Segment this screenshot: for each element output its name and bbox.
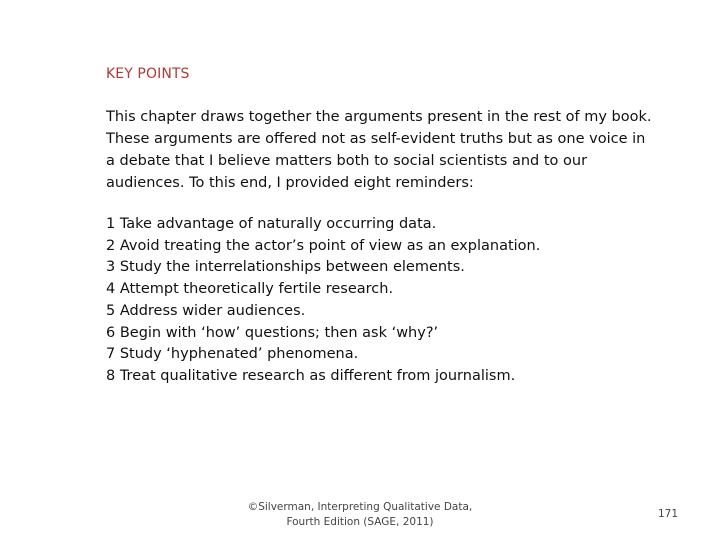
intro-line: These arguments are offered not as self-evident truths but as one voice in <box>106 131 646 147</box>
footer-citation <box>230 500 490 530</box>
section-heading: KEY POINTS <box>106 66 190 82</box>
reminders-list <box>106 214 666 388</box>
reminder-item-6: 6 Begin with ‘how’ questions; then ask ‘why?’ <box>106 324 439 341</box>
reminder-item-3: 3 Study the interrelationships between elements. <box>106 259 465 276</box>
reminder-item-4: 4 Attempt theoretically fertile research. <box>106 281 394 298</box>
intro-line: a debate that I believe matters both to social scientists and to our <box>106 153 588 169</box>
reminder-item-5: 5 Address wider audiences. <box>106 302 306 319</box>
intro-line: audiences. To this end, I provided eight reminders: <box>106 175 474 191</box>
reminder-item-7: 7 Study ‘hyphenated’ phenomena. <box>106 346 359 363</box>
intro-line: This chapter draws together the arguments present in the rest of my book. <box>106 109 652 125</box>
reminder-item-8: 8 Treat qualitative research as different from journalism. <box>106 367 516 384</box>
reminder-item-1: 1 Take advantage of naturally occurring data. <box>106 216 437 232</box>
intro-paragraph <box>106 106 666 194</box>
page-number: 171 <box>657 508 678 520</box>
citation-line-1: ©Silverman, Interpreting Qualitative Data, <box>247 501 473 513</box>
reminder-item-2: 2 Avoid treating the actor’s point of view as an explanation. <box>106 237 541 254</box>
citation-line-2: Fourth Edition (SAGE, 2011) <box>286 516 434 528</box>
